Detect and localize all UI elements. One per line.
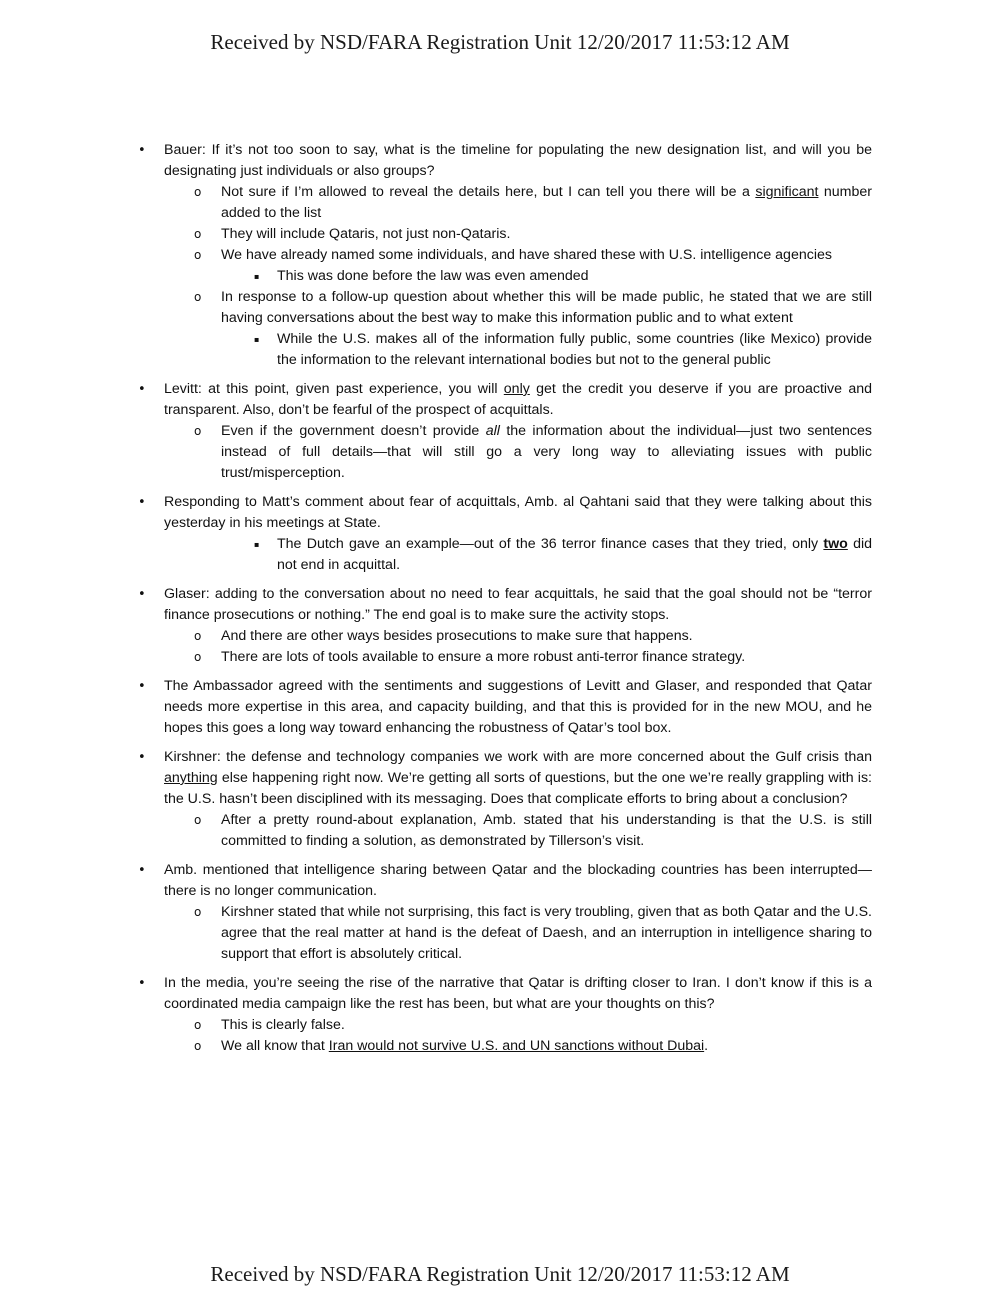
square-bullet-marker: ▪ bbox=[254, 335, 260, 344]
sub-bullet-clearly-false bbox=[194, 1015, 872, 1036]
bullet-levitt bbox=[138, 379, 872, 421]
sub-bullet-tillerson bbox=[194, 810, 872, 852]
sub-bullet-marker: o bbox=[194, 813, 202, 827]
bullet-marker: • bbox=[138, 863, 146, 878]
sub-bullet-dubai bbox=[194, 1036, 872, 1057]
sub-bullet-make-public bbox=[194, 287, 872, 329]
sub-bullet-marker: o bbox=[194, 185, 202, 199]
item-text: The Ambassador agreed with the sentiments and suggestions of Levitt and Glaser, and responded that Qatar needs more expertise in this area, and capacity building, and that this is provided for in the new MOU, and he hopes this goes a long way toward enhancing the robustness of Qatar’s tool box. bbox=[164, 678, 872, 736]
bullet-marker: • bbox=[138, 382, 146, 397]
item-text: Levitt: at this point, given past experience, you will only get the credit you deserve if you are proactive and transparent. Also, don’t be fearful of the prospect of acquittals. bbox=[164, 381, 872, 418]
italic-emphasis: all bbox=[485, 423, 500, 439]
underlined-emphasis: significant bbox=[755, 184, 819, 200]
item-text: Bauer: If it’s not too soon to say, what is the timeline for populating the new designation list, and will you be designating just individuals or also groups? bbox=[164, 142, 872, 179]
sub-bullet-marker: o bbox=[194, 1018, 202, 1032]
fara-received-stamp-bottom: Received by NSD/FARA Registration Unit 12/20/2017 11:53:12 AM bbox=[210, 1262, 790, 1286]
item-text: Glaser: adding to the conversation about no need to fear acquittals, he said that the goal should not be “terror finance prosecutions or nothing.” The end goal is to make sure the activity stops. bbox=[164, 586, 872, 623]
bullet-marker: • bbox=[138, 679, 146, 694]
sub-bullet-marker: o bbox=[194, 424, 202, 438]
bullet-glaser bbox=[138, 584, 872, 626]
sub-bullet-marker: o bbox=[194, 1039, 202, 1053]
underlined-emphasis: only bbox=[503, 381, 530, 397]
item-text: There are lots of tools available to ensure a more robust anti-terror finance strategy. bbox=[221, 649, 746, 665]
item-text: In the media, you’re seeing the rise of the narrative that Qatar is drifting closer to Iran. I don’t know if this is a coordinated media campaign like the rest has been, but what are your thoughts on this? bbox=[164, 975, 872, 1012]
item-text: Responding to Matt’s comment about fear of acquittals, Amb. al Qahtani said that they were talking about this yesterday in his meetings at State. bbox=[164, 494, 872, 531]
bullet-marker: • bbox=[138, 495, 146, 510]
sub-bullet-other-ways bbox=[194, 626, 872, 647]
item-text: We have already named some individuals, and have shared these with U.S. intelligence agencies bbox=[221, 247, 832, 263]
sub-sub-bullet-dutch-example bbox=[254, 534, 873, 576]
item-text: Not sure if I’m allowed to reveal the details here, but I can tell you there will be a significant number added to the list bbox=[221, 184, 873, 221]
sub-bullet-marker: o bbox=[194, 290, 202, 304]
square-bullet-marker: ▪ bbox=[254, 540, 260, 549]
sub-bullet-significant-number bbox=[194, 182, 873, 224]
item-text: And there are other ways besides prosecutions to make sure that happens. bbox=[221, 628, 693, 644]
sub-bullet-marker: o bbox=[194, 629, 202, 643]
sub-bullet-marker: o bbox=[194, 650, 202, 664]
item-text: The Dutch gave an example—out of the 36 terror finance cases that they tried, only two did not end in acquittal. bbox=[277, 536, 873, 573]
item-text: After a pretty round-about explanation, Amb. stated that his understanding is that the U.S. is still committed to finding a solution, as demonstrated by Tillerson’s visit. bbox=[221, 812, 872, 849]
sub-sub-bullet-before-law bbox=[254, 266, 872, 287]
sub-bullet-tools bbox=[194, 647, 872, 668]
sub-bullet-two-sentences bbox=[194, 421, 872, 484]
bullet-intelligence-sharing bbox=[138, 860, 872, 902]
bullet-kirshner bbox=[138, 747, 872, 810]
fara-received-stamp-top: Received by NSD/FARA Registration Unit 12/20/2017 11:53:12 AM bbox=[210, 30, 790, 54]
bullet-ambassador-agreed bbox=[138, 676, 872, 739]
sub-bullet-marker: o bbox=[194, 227, 202, 241]
bullet-marker: • bbox=[138, 976, 146, 991]
sub-bullet-marker: o bbox=[194, 248, 202, 262]
underlined-emphasis: anything bbox=[164, 770, 218, 786]
item-text: This is clearly false. bbox=[221, 1017, 345, 1033]
square-bullet-marker: ▪ bbox=[254, 272, 260, 281]
underlined-emphasis: Iran would not survive U.S. and UN sanctions without Dubai bbox=[328, 1038, 705, 1054]
item-text: We all know that Iran would not survive U.S. and UN sanctions without Dubai. bbox=[221, 1038, 709, 1054]
item-text: Kirshner: the defense and technology companies we work with are more concerned about the Gulf crisis than anything else happening right now. We’re getting all sorts of questions, but the one we’re really grappling with is: the U.S. hasn’t been disciplined with its messaging. Does that complicate efforts to bring about a conclusion? bbox=[164, 749, 872, 807]
sub-bullet-marker: o bbox=[194, 905, 202, 919]
sub-bullet-named-individuals bbox=[194, 245, 872, 266]
sub-sub-bullet-mexico bbox=[254, 329, 872, 371]
item-text: In response to a follow-up question about whether this will be made public, he stated that we are still having conversations about the best way to make this information public and to what extent bbox=[221, 289, 872, 326]
item-text: This was done before the law was even amended bbox=[277, 268, 589, 284]
item-text: While the U.S. makes all of the information fully public, some countries (like Mexico) provide the information to the relevant international bodies but not to the general public bbox=[277, 331, 872, 368]
item-text: They will include Qataris, not just non-Qataris. bbox=[221, 226, 511, 242]
bullet-marker: • bbox=[138, 587, 146, 602]
item-text: Kirshner stated that while not surprising, this fact is very troubling, given that as both Qatar and the U.S. agree that the real matter at hand is the defeat of Daesh, and an interruption in intelligence sharing to support that effort is absolutely critical. bbox=[221, 904, 872, 962]
document-body bbox=[0, 140, 1000, 1057]
item-text: Amb. mentioned that intelligence sharing between Qatar and the blockading countries has been interrupted—there is no longer communication. bbox=[164, 862, 872, 899]
bullet-marker: • bbox=[138, 143, 146, 158]
sub-bullet-daesh bbox=[194, 902, 872, 965]
item-text: Even if the government doesn’t provide all the information about the individual—just two sentences instead of full details—that will still go a very long way to alleviating issues with public trust/misperception. bbox=[221, 423, 872, 481]
bullet-marker: • bbox=[138, 750, 146, 765]
underlined-emphasis: two bbox=[823, 536, 848, 552]
bullet-matt-acquittals bbox=[138, 492, 872, 534]
bullet-bauer-question bbox=[138, 140, 872, 182]
bullet-media-narrative bbox=[138, 973, 872, 1015]
sub-bullet-qataris bbox=[194, 224, 872, 245]
